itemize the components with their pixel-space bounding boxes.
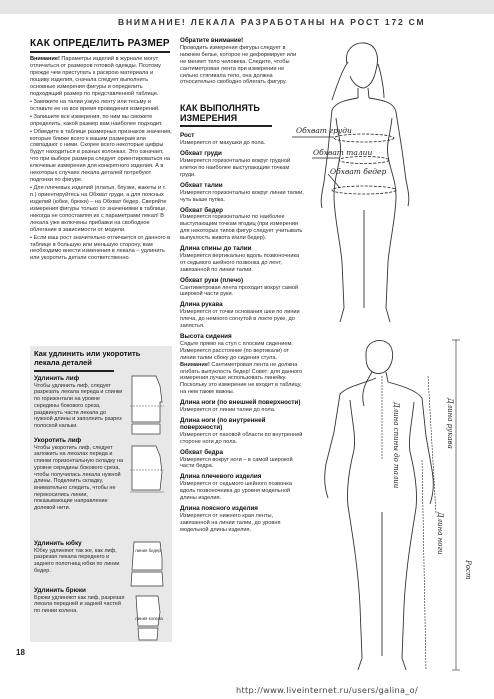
note-lead: Внимание!: [180, 361, 210, 368]
measurement-title: Длина спины до талии: [180, 245, 252, 253]
top-bar: [0, 0, 494, 14]
page-banner: ВНИМАНИЕ! ЛЕКАЛА РАЗРАБОТАНЫ НА РОСТ 172 СМ: [118, 17, 426, 27]
measurement-title: Длина поясного изделия: [180, 504, 258, 512]
intro-paragraph: Параметры изделий в журнале могут отличаться от размеров готовой одежды. Поэтому прежде чем приступать к раскрою материала и пошиву изделия, сначала следует выполнить основные измерения фигуры и определить подходящий размер по представленной таблице.: [30, 56, 161, 97]
attention-text: Проводить измерения фигуры следует в нижнем белье, которое не деформирует или не меняет тело человека. Следите, чтобы сантиметровая лента при измерении не сильно стягивала тело, она должна относительно свободно облегать фигуру.: [180, 44, 297, 86]
measurement-description: Измеряется горизонтально вокруг линии талии, чуть выше пупка.: [180, 189, 304, 203]
measurement-description: Измеряется горизонтально вокруг грудной клетки по наиболее выступающим точкам груди.: [180, 158, 291, 178]
paragraph-height: • Если ваш рост значительно отличается от данного в таблице в большую или меньшую сторону, вам необходимо внести изменения в лекала – удлинить или укоротить детали соответственно.: [30, 234, 171, 262]
measurement-title: Длина ноги (по внутренней поверхности): [180, 416, 266, 431]
measurement-description: Измеряется от линии талии до пола.: [180, 407, 276, 414]
measurement-description: Измеряется горизонтально по наиболее выступающим точкам ягодиц (при измерении для некоторых типов фигур следует учитывать выпуклость живота и/или бедер).: [180, 214, 303, 242]
paragraph-garments: • Для плечевых изделий (платья, блузки, жакеты и т. п.) ориентируйтесь на Обхват груди, а для поясных изделий (юбки, брюки) – на Обхват бедер. Сверяйте измерения фигуры только со значениями в таблице, никогда не сопоставляя их с параметрами лекал! В лекала уже включены прибавки на свободное облегание в зависимости от модели.: [30, 185, 167, 233]
shorten-bodice-section: [34, 438, 126, 512]
measurement-title: Длина рукава: [180, 301, 223, 309]
measurement-title: Обхват бедер: [180, 206, 223, 214]
measurement-title: Длина ноги (по внешней поверхности): [180, 399, 301, 407]
measurement-title: Обхват бедра: [180, 448, 223, 456]
label-knee-line: линия колена: [135, 616, 163, 621]
bodice-pattern-top: [132, 376, 162, 422]
torso-left-outline: [334, 118, 344, 308]
lengthen-skirt-text: Юбку удлиняют так же, как лиф, разрезая лекала переднего и заднего полотнищ юбки по линии бедер.: [34, 547, 120, 574]
measurement-description: Измеряется от точки основания шеи по линии плеча, до немного согнутой в локте руке, до запястья.: [180, 309, 300, 330]
note-text: Сантиметровая лента не должна огибать выпуклость бедер! Совет: для данного измерения лучше использовать линейку.: [180, 361, 303, 382]
lengthen-trousers-section: [34, 588, 126, 615]
label-sleeve-length: Длина рукава: [446, 398, 454, 449]
title-underline: [30, 51, 170, 53]
label-back-length: Длина спины до талии: [392, 402, 400, 489]
seat-height-note: [180, 362, 304, 383]
measurement-title: Обхват талии: [180, 181, 223, 189]
back-head-outline: [366, 341, 393, 374]
measurement-description: Измеряется от паховой области по внутренней стороне ноги до пола.: [180, 431, 303, 445]
skirt-pattern-top: [132, 542, 162, 570]
measurement-description: Измеряется от макушки до пола.: [180, 140, 266, 147]
back-figure-drawing: [306, 336, 486, 674]
attention-title: Обратите внимание!: [180, 37, 244, 44]
measurement-description: Измеряется вокруг ноги – в самой широкой части бедра.: [180, 456, 293, 470]
trouser-pattern-top: [136, 596, 160, 626]
lengthen-trousers-title: Удлинить брюки: [34, 587, 86, 594]
paragraph-record: • Запишите все измерения, по ним вы сможете определить, какой размер вам наиболее подходит.: [30, 113, 163, 127]
shorten-bodice-title: Укоротить лиф: [34, 437, 82, 444]
back-left-arm: [325, 378, 376, 498]
torso-right-outline: [386, 118, 396, 308]
lengthen-skirt-title: Удлинить юбку: [34, 540, 82, 547]
measurement-title: Длина плечевого изделия: [180, 473, 262, 481]
bodice-pattern-bottom: [132, 424, 160, 434]
measurement-title: Обхват руки (плечо): [180, 276, 244, 284]
bodice-short-pattern: [132, 446, 162, 490]
front-figure-drawing: [292, 40, 452, 330]
pattern-adjust-illustrations: [126, 372, 170, 642]
lengthen-bodice-title: Удлинить лиф: [34, 375, 80, 382]
source-url: http://www.liveinternet.ru/users/galina_o/: [236, 685, 419, 695]
measure-text-column: [180, 38, 304, 534]
section-title-measure: КАК ВЫПОЛНЯТЬ ИЗМЕРЕНИЯ: [180, 103, 260, 123]
shorten-bodice-text: Чтобы укоротить лиф, следует заложить на лекалах переда и спинки горизонтальную складку на уровне середины бокового среза, чтобы получилась лекала нужной длины. Подклеить складку, внимательно следить, чтобы не перекосились линии, показывающие направление долевой нити.: [34, 444, 124, 512]
measurement-description: Сантиметровая лента проходит вокруг самой широкой части руки.: [180, 284, 299, 298]
box-title-underline: [34, 370, 114, 372]
measurement-title: Обхват груди: [180, 150, 222, 158]
page-number: 18: [16, 648, 25, 657]
section-title-size: КАК ОПРЕДЕЛИТЬ РАЗМЕР: [30, 38, 170, 49]
label-leg-length: Длина ноги: [436, 512, 444, 555]
lengthen-skirt-section: [34, 541, 126, 575]
skirt-pattern-bottom: [131, 572, 163, 586]
paragraph-table: • Обведите в таблице размерных признаков значения, которые ближе всего к вашим размерам или совпадают с ними. Скорее всего некоторые цифры будут находиться в разных колонках. Это означает, что при выборе размера следует ориентироваться на ключевые измерения для конкретного изделия. А в некоторых случаях лекала деталей потребуют подгонки по фигуре.: [30, 128, 172, 183]
box-title: Как удлинить или укоротить лекала деталей: [34, 349, 141, 367]
lengthen-bodice-text: Чтобы удлинить лиф, следует разрезать лекала переда и спинки по горизонтали на уровне середины бокового среза, раздвинуть части лекала до нужной длины и заполнить разрез полоской кальки.: [34, 382, 123, 429]
measurement-description: Измеряется от нижнего края ленты, завязанной на линии талии, до уровня модельной длины изделия.: [180, 512, 281, 533]
paragraph-ribbon: • Завяжите на талии узкую ленту или тесьму и оставьте ее на все время проведения измерений.: [30, 98, 160, 112]
back-torso-left: [347, 400, 362, 658]
measurement-description: Измеряется от седьмого шейного позвонка вдоль позвоночника до уровня модельной длины изделия.: [180, 481, 292, 502]
waist-tape: [339, 157, 389, 164]
measurement-list: [180, 133, 304, 533]
measurement-title: Высота сидения: [180, 333, 232, 340]
trouser-pattern-bottom: [138, 628, 158, 640]
chest-tape: [334, 134, 394, 142]
right-arm-outline: [369, 98, 409, 206]
size-text-column: [30, 56, 172, 263]
head-outline: [346, 43, 377, 88]
lengthen-bodice-section: [34, 376, 126, 430]
label-height: Рост: [464, 560, 472, 580]
label-waist: Обхват талии: [313, 148, 373, 157]
label-hips: Обхват бедер: [330, 167, 387, 176]
hip-tape: [332, 186, 396, 194]
attention-lead: Внимание!: [30, 56, 60, 62]
measure-title-underline: [180, 125, 272, 127]
measurement-description: Сядьте прямо на стул с плоским сидением. Измеряется расстояние (по вертикали) от линии талии сбоку до сидения стула.: [180, 340, 293, 361]
note-extra: Поскольку это измерение не входит в таблицу, на нем также важны.: [180, 382, 302, 396]
label-chest: Обхват груди: [296, 126, 352, 135]
label-hip-line: линия бедер: [135, 548, 161, 553]
back-torso-right: [402, 402, 417, 658]
measurement-title: Рост: [180, 132, 195, 140]
lengthen-trousers-text: Брюки удлиняют как лиф, разрезая лекала передней и задней частей по линии колена.: [34, 594, 125, 615]
measurement-description: Измеряется вертикально вдоль позвоночника от седьмого шейного позвонка до лент, завязанной по линии талии.: [180, 252, 300, 273]
